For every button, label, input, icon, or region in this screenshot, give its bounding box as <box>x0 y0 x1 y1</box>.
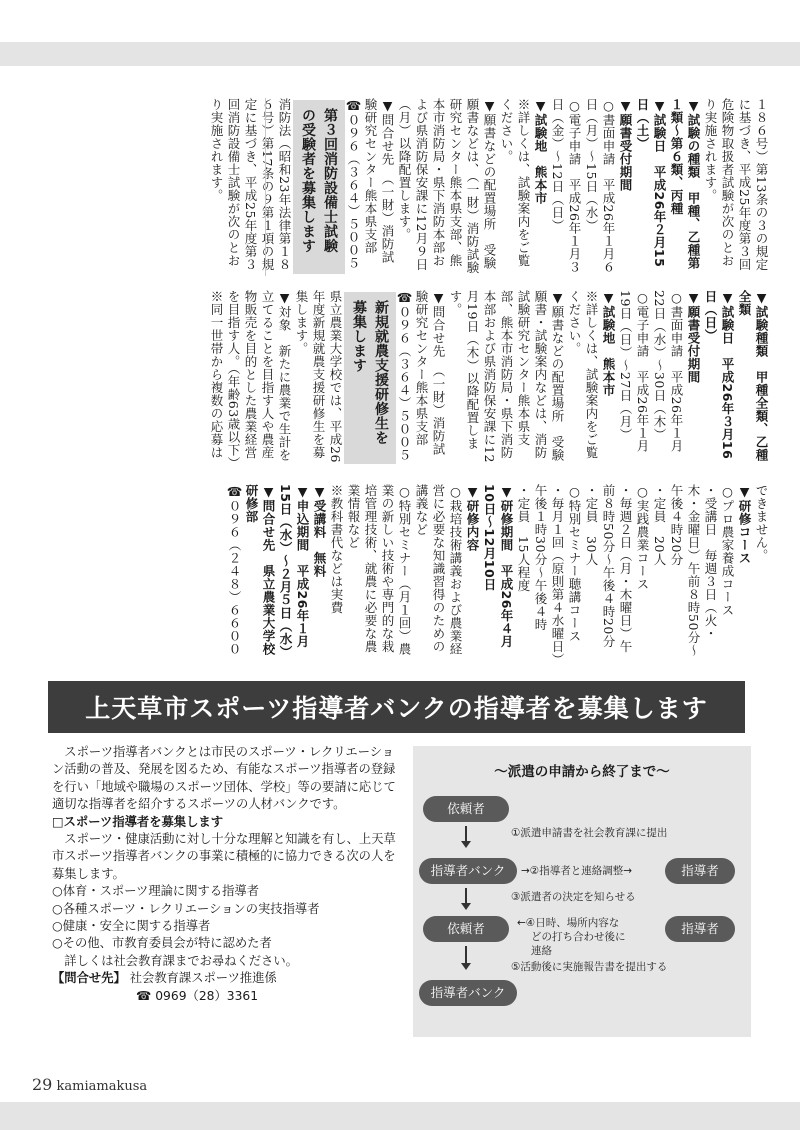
fc-5: ○実践農業コース <box>635 484 650 591</box>
magazine-name: kamiamakusa <box>56 1079 148 1094</box>
flow-arrow-2 <box>465 888 467 904</box>
fc-14: ○特別セミナー（月１回）農業の新しい技術や専門的な栽培管理技術、就農に必要な農業情報など <box>346 484 412 656</box>
column-divider <box>265 98 266 276</box>
flow-leader-1: 指導者 <box>665 858 735 884</box>
ff-electronic: ○電子申請 平成26年１月19日（日）～27日（月） <box>618 290 650 453</box>
farming-intro: 県立農業大学校では、平成26年度新規就農支援研修生を募集します。 <box>294 290 343 463</box>
sports-banner: 上天草市スポーツ指導者バンクの指導者を募集します <box>48 681 745 733</box>
hazmat-exam-column <box>209 98 770 276</box>
firefighting-intro: 消防法（昭和23年法律第１８６号）第17条の９第１項の規定に基づき、平成25年度第３回消防設備士試験が次のとおり実施されます。 <box>209 98 292 271</box>
hazmat-intro: １８６号）第13条の３の規定に基づき、平成25年度第３回危険物取扱者試験が次のとおり実施されます。 <box>703 98 769 271</box>
flow-step4c: 連絡 <box>531 945 552 957</box>
flow-title: ～派遣の申請から終了まで～ <box>494 764 670 780</box>
article-contact <box>52 970 400 987</box>
flow-arrow-3 <box>465 946 467 964</box>
ff-note: ※詳しくは、試験案内をご覧ください。 <box>567 290 599 459</box>
firefighting-column <box>48 290 770 470</box>
hazmat-date: ▼試験日 平成26年２月15日（土） <box>635 98 667 268</box>
fc-course-head: ▼研修コース <box>737 484 752 565</box>
fc-9: ・毎月１回（原則第４水曜日）午後１時30分～午後４時 <box>533 484 565 660</box>
page-number: 29 <box>32 1075 53 1094</box>
hazmat-contact: ▼問合せ先 （一財）消防試験研究センター熊本県支部 <box>363 98 395 264</box>
top-band <box>0 42 800 66</box>
ff-types: ▼試験種類 甲種全類、乙種全類 <box>737 290 769 462</box>
ff-contact: ▼問合せ先 （一財）消防試験研究センター熊本県支部 <box>414 290 446 456</box>
fc-6: ・毎週２日（月・木曜日）午前８時50分～午後４時20分 <box>601 484 633 653</box>
ff-tel: ☎０９６（３６４）５００５ <box>397 290 412 462</box>
fc-apply: ▼申込期間 平成26年１月15日（水）～２月５日（水） <box>278 484 310 659</box>
article-heading: □スポーツ指導者を募集します <box>52 814 223 829</box>
article-para: スポーツ・健康活動に対し十分な理解と知識を有し、上天草市スポーツ指導者バンクの事業に積極的に協力できる次の人を募集します。 <box>52 832 396 881</box>
fc-contact: ▼問合せ先 県立農業大学校研修部 <box>244 484 276 656</box>
fc-2: ○プロ農家養成コース <box>720 484 735 617</box>
ff-period-head: ▼願書受付期間 <box>686 290 701 384</box>
flow-bank-2: 指導者バンク <box>419 980 517 1006</box>
ff-date: ▼試験日 平成26年３月16日（日） <box>703 290 735 460</box>
farming-target: ▼対象 新たに農業で生計を立てることを目指す人や農産物販売を目的とした農業経営を目指す人。（年齢63歳以下） <box>226 290 292 470</box>
hazmat-place: ▼試験地 熊本市 <box>533 98 548 205</box>
hazmat-note: ※詳しくは、試験案内をご覧ください。 <box>499 98 531 267</box>
hazmat-electronic: ○電子申請 平成26年１月３日（金）～12日（日） <box>550 98 582 274</box>
flow-step2: →②指導者と連絡調整→ <box>521 865 633 877</box>
article-item-3: ○健康・安全に関する指導者 <box>52 919 211 934</box>
ff-paper: ○書面申請 平成26年１月22日（水）～30日（木） <box>652 290 684 453</box>
flow-step4b: どの打ち合わせ後に <box>531 931 626 943</box>
fc-tel: ☎０９６（２４８）６６００ <box>227 484 242 656</box>
fc-content-head: ▼研修内容 <box>465 484 480 552</box>
flow-requester-2: 依頼者 <box>423 916 509 942</box>
article-item-4: ○その他、市教育委員会が特に認めた者 <box>52 936 272 951</box>
dispatch-flow-panel <box>413 746 751 1037</box>
flow-bank-1: 指導者バンク <box>419 858 517 884</box>
hazmat-tel: ☎０９６（３６４）５００５ <box>346 98 361 270</box>
article-intro: スポーツ指導者バンクとは市民のスポーツ・レクリエーション活動の普及、発展を図るため、有能なスポーツ指導者の登録を行い「地域や職場のスポーツ団体、学校」等の要請に応じて適切な指導者を紹介するスポーツの人材バンクです。 <box>52 745 396 812</box>
contact-label: 【問合せ先】 <box>52 971 126 986</box>
hazmat-period-head: ▼願書受付期間 <box>618 98 633 192</box>
bottom-band <box>0 1102 800 1130</box>
flow-step4a: ←④日時、場所内容な <box>517 917 620 929</box>
fc-7: ・定員 30人 <box>584 484 599 566</box>
fc-8: ○特別セミナー聴講コース <box>567 484 582 643</box>
hazmat-types: ▼試験の種類 甲種、乙種第１類～第６類、丙種 <box>669 98 701 270</box>
fc-0: できません。 <box>754 484 769 562</box>
fc-period: ▼研修期間 平成26年４月10日～12月10日 <box>482 484 514 648</box>
farming-course-column <box>48 484 770 660</box>
fc-13: ○栽培技術講義および農業経営に必要な知識習得のための講義など <box>414 484 463 656</box>
flow-step5: ⑤活動後に実施報告書を提出する <box>511 961 668 973</box>
article-closing: 詳しくは社会教育課までお尋ねください。 <box>64 953 298 968</box>
flow-step3: ③派遣者の決定を知らせる <box>511 891 636 903</box>
fc-fee: ▼受講料 無料 <box>312 484 327 578</box>
flow-leader-2: 指導者 <box>665 916 735 942</box>
firefighting-heading-box: 第３回消防設備士試験の受験者を募集します <box>293 100 345 274</box>
fc-4: ・定員 20人 <box>652 484 667 566</box>
flow-requester-1: 依頼者 <box>423 796 509 822</box>
flow-step1: ①派遣申請書を社会教育課に提出 <box>511 827 668 839</box>
hazmat-forms: ▼願書などの配置場所 受験願書などは、（一財）消防試験研究センター熊本県支部、熊本市消防局・県下消防本部および県消防保安課に12月９日（月）以降配置します。 <box>397 98 497 274</box>
page-footer <box>32 1075 147 1094</box>
article-item-2: ○各種スポーツ・レクリエーションの実技指導者 <box>52 901 320 916</box>
farming-heading-box: 新規就農支援研修生を募集します <box>344 292 396 464</box>
fc-10: ・定員 15人程度 <box>516 484 531 592</box>
hazmat-paper: ○書面申請 平成26年１月６日（月）～15日（水） <box>584 98 616 274</box>
article-item-1: ○体育・スポーツ理論に関する指導者 <box>52 884 259 899</box>
fc-15: ※教科書代などは実費 <box>329 484 344 614</box>
ff-place: ▼試験地 熊本市 <box>601 290 616 397</box>
ff-forms: ▼願書などの配置場所 受験願書・試験案内などは、消防試験研究センター熊本県支部、熊本市消防局・県下消防本部および県消防保安課に12月19日（木）以降配置します。 <box>448 290 565 463</box>
farming-note: ※同一世帯から複数の応募は <box>209 290 224 459</box>
contact-tel: ☎ 0969（28）3361 <box>136 988 259 1003</box>
flow-arrow-1 <box>465 826 467 842</box>
sports-article <box>52 744 400 1005</box>
contact-org: 社会教育課スポーツ推進係 <box>129 971 277 986</box>
fc-3: ・受講日 毎週３日（火・木・金曜日）午前８時50分～午後４時20分 <box>669 484 718 657</box>
